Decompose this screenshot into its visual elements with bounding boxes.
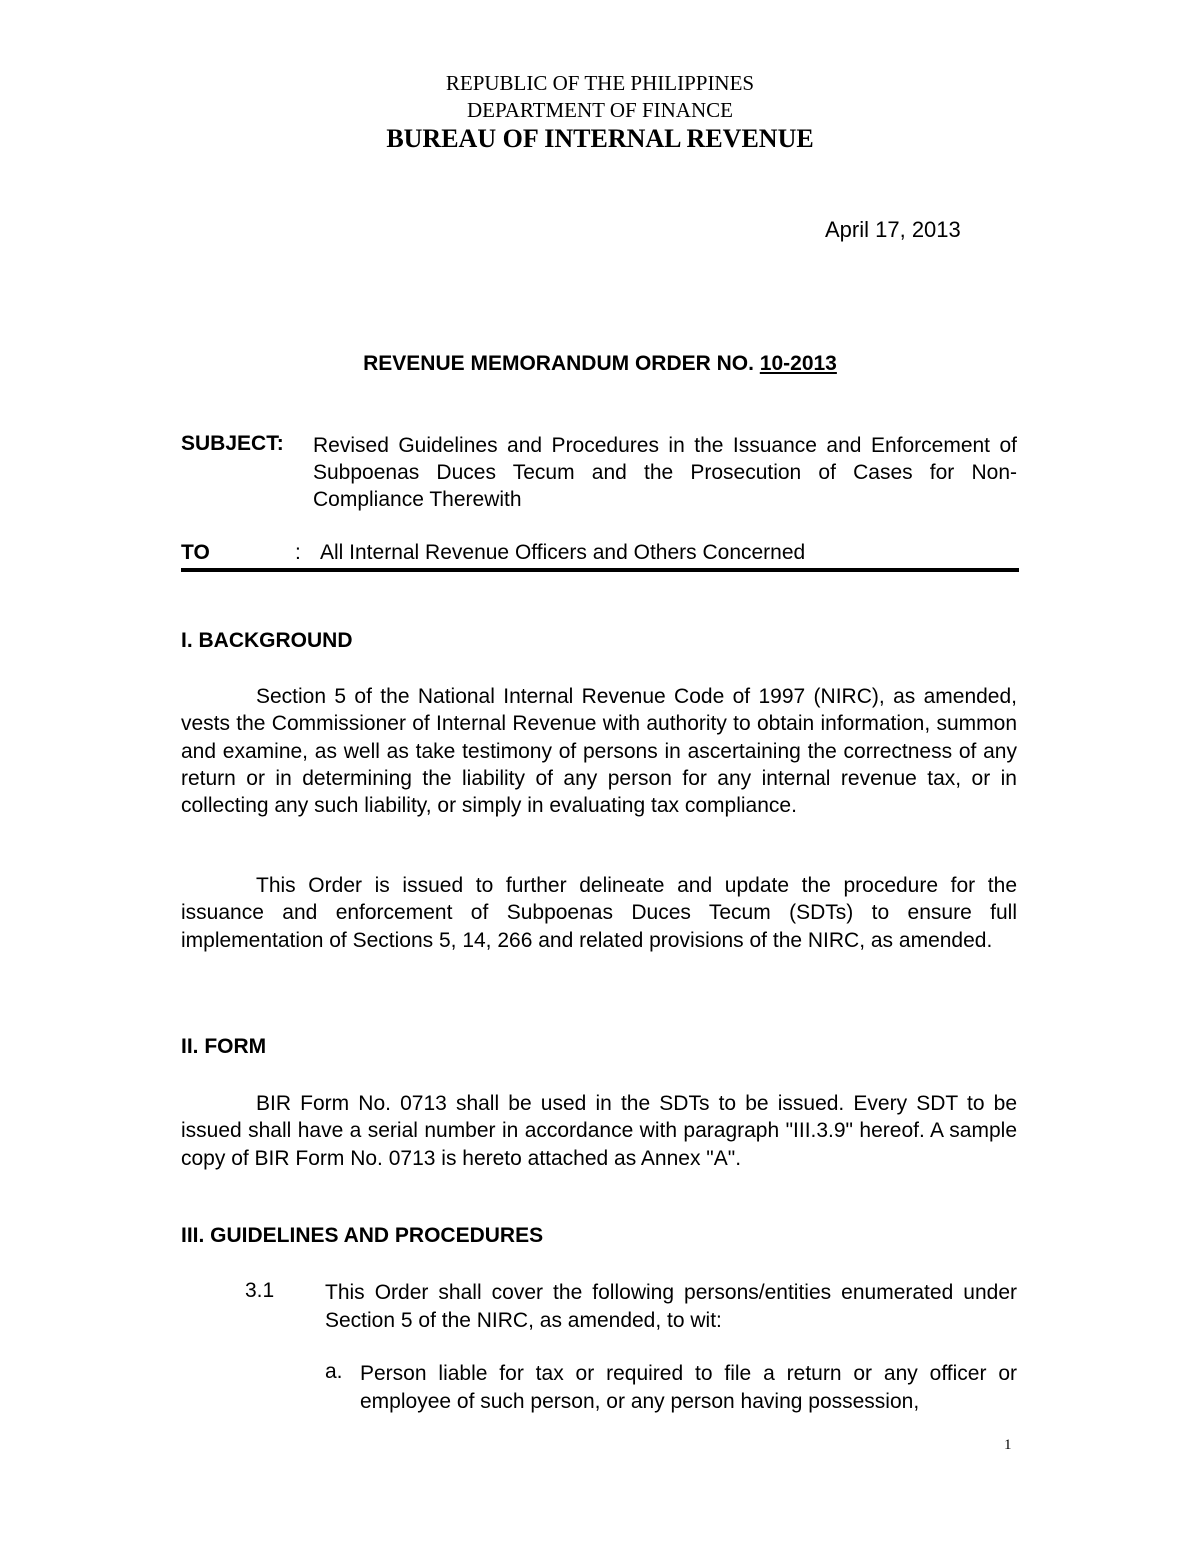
- item-number-3-1: 3.1: [245, 1279, 275, 1302]
- background-paragraph-2: This Order is issued to further delineate and update the procedure for the issuance and enforcement of Subpoenas Duces Tecum (SDTs) to ensure full implementation of Sections 5, 14, 266 and related provisions of the NIRC, as amended.: [181, 874, 1017, 952]
- sub-item-text-a: Person liable for tax or required to file a return or any officer or employee of such person, or any person having possession,: [360, 1362, 1017, 1413]
- item-text-3-1: This Order shall cover the following persons/entities enumerated under Section 5 of the NIRC, as amended, to wit:: [325, 1281, 1017, 1332]
- title-prefix: REVENUE MEMORANDUM ORDER NO.: [363, 352, 760, 375]
- header-republic: REPUBLIC OF THE PHILIPPINES: [445, 71, 755, 95]
- section-heading-guidelines: III. GUIDELINES AND PROCEDURES: [181, 1224, 544, 1247]
- to-text: All Internal Revenue Officers and Others Concerned: [320, 541, 806, 564]
- header-department: DEPARTMENT OF FINANCE: [467, 98, 733, 122]
- sub-item-letter-a: a.: [325, 1360, 343, 1383]
- to-label: TO: [181, 541, 210, 564]
- heading-divider: [181, 568, 1019, 572]
- to-colon: :: [295, 541, 301, 564]
- document-date: April 17, 2013: [825, 217, 961, 242]
- form-paragraph: BIR Form No. 0713 shall be used in the SDTs to be issued. Every SDT to be issued shall have a serial number in accordance with paragraph "III.3.9" hereof. A sample copy of BIR Form No. 0713 is hereto attached as Annex "A".: [181, 1092, 1017, 1170]
- order-number: 10-2013: [759, 352, 837, 375]
- memorandum-title: [0, 352, 1200, 376]
- subject-text: Revised Guidelines and Procedures in the Issuance and Enforcement of Subpoenas Duces Tecum and the Prosecution of Cases for Non-Compliance Therewith: [313, 434, 1017, 511]
- section-heading-form: II. FORM: [181, 1035, 267, 1058]
- background-paragraph-1: Section 5 of the National Internal Revenue Code of 1997 (NIRC), as amended, vests the Commissioner of Internal Revenue with authority to obtain information, summon and examine, as well as take testimony of persons in ascertaining the correctness of any return or in determining the liability of any person for any internal revenue tax, or in collecting any such liability, or simply in evaluating tax compliance.: [181, 685, 1017, 818]
- page-number: 1: [1004, 1437, 1012, 1453]
- header-bureau: BUREAU OF INTERNAL REVENUE: [386, 124, 814, 153]
- subject-label: SUBJECT:: [181, 432, 284, 455]
- section-heading-background: I. BACKGROUND: [181, 629, 353, 652]
